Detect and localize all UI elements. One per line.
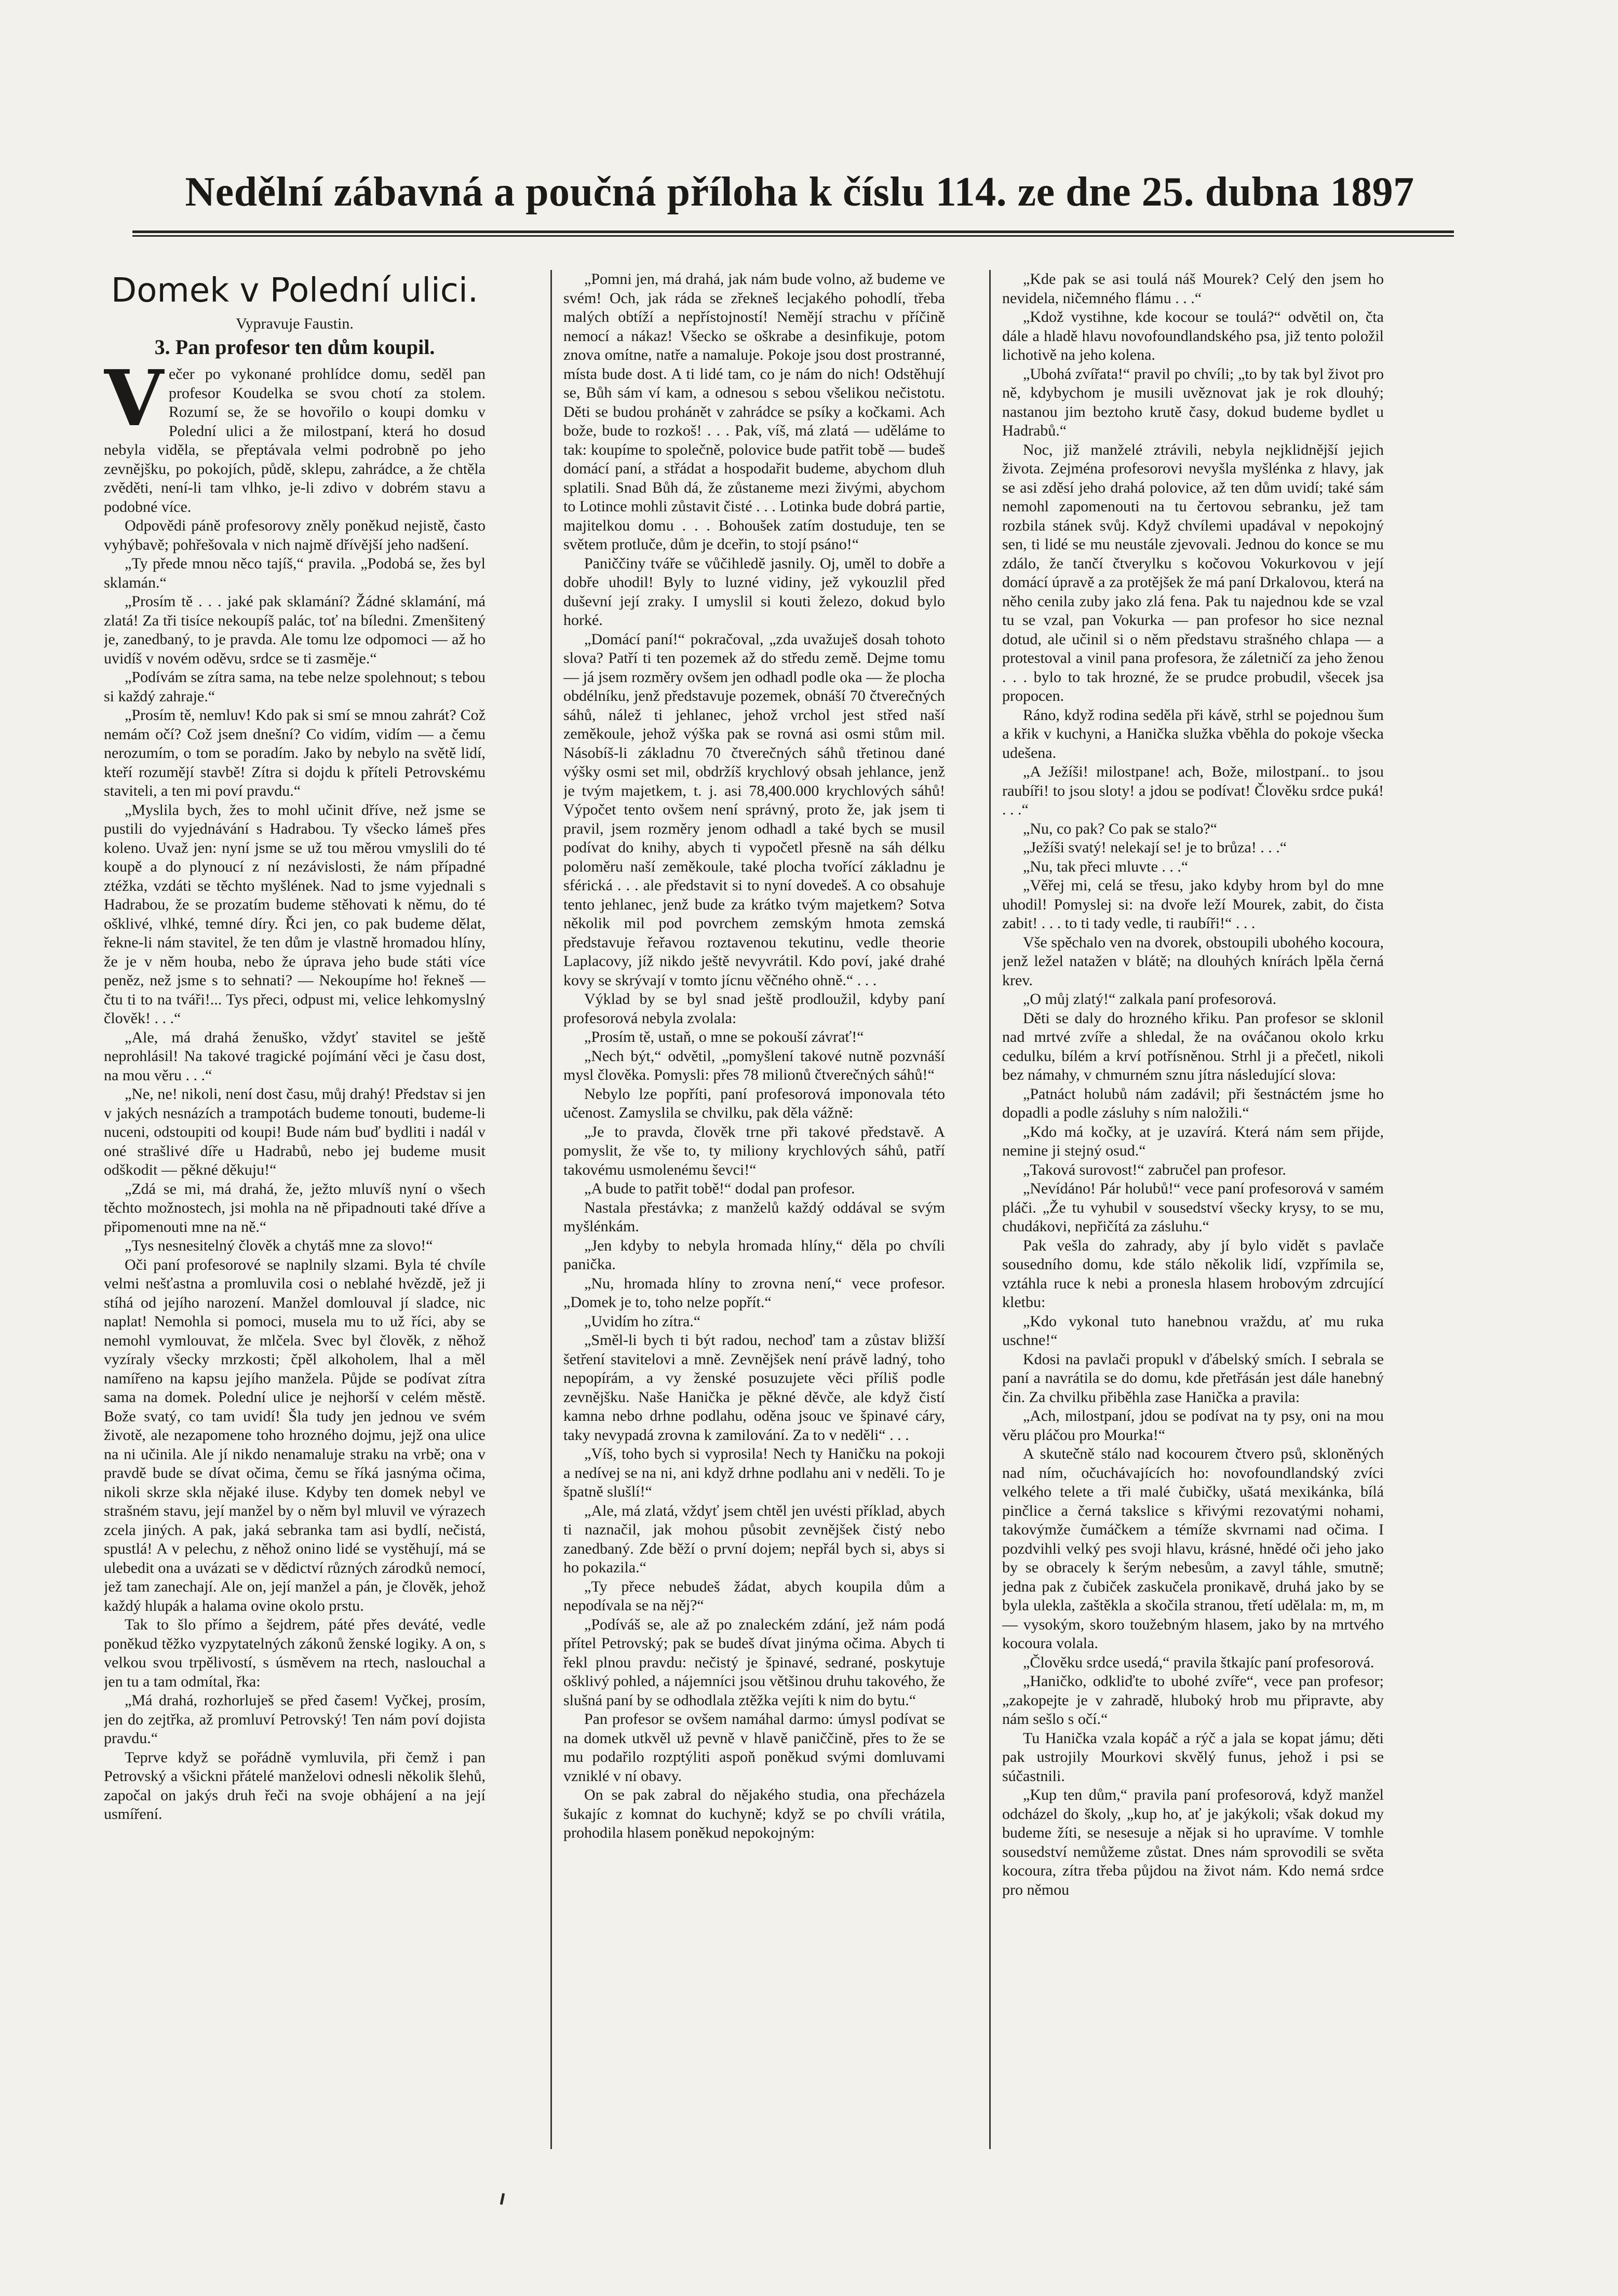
paragraph: „A bude to patřit tobě!“ dodal pan profesor.	[584, 1180, 855, 1197]
column-2	[563, 270, 945, 2159]
paragraph: „Kdo vykonal tuto hanebnou vraždu, ať mu ruka uschne!“	[1002, 1312, 1384, 1349]
paragraph: Nebylo lze popříti, paní profesorová imponovala této učenost. Zamyslila se chvilku, pak děla vážně:	[563, 1085, 945, 1121]
story-title: Domek v Polední ulici.	[111, 271, 479, 310]
column-3-text	[1002, 270, 1384, 1899]
paragraph: Kdosi na pavlači propukl v ďábelský smích. I sebrala se paní a navrátila se do domu, kde přetřásán jest dále hanebný čin. Za chvilku přiběhla zase Hanička a pravila:	[1002, 1350, 1384, 1406]
paragraph: „Podívám se zítra sama, na tebe nelze spolehnout; s tebou si každý zahraje.“	[104, 669, 486, 705]
paragraph: Odpovědi páně profesorovy zněly poněkud nejistě, často vyhýbavě; pohřešovala v nich najmě dřívější jeho nadšení.	[104, 517, 486, 553]
paragraph: „Haničko, odkliďte to ubohé zvíře“, vece pan profesor; „zakopejte je v zahradě, hluboký hrob mu připravte, aby nám sešlo s očí.“	[1002, 1673, 1384, 1728]
paragraph: „Tys nesnesitelný člověk a chytáš mne za slovo!“	[125, 1237, 433, 1254]
paragraph: „Je to pravda, člověk trne při takové představě. A pomyslit, že vše to, ty miliony krychlových sáhů, patří takovému usmolenému ševci!“	[563, 1123, 945, 1178]
paragraph: Tu Hanička vzala kopáč a rýč a jala se kopat jámu; děti pak ustrojily Mourkovi skvělý funus, jehož i psi se súčastnili.	[1002, 1729, 1384, 1785]
paragraph: „Zdá se mi, má drahá, že, ježto mluvíš nyní o všech těchto možnostech, jsi mohla na ně připadnouti také dříve a připomenouti mne na ně.“	[104, 1180, 486, 1235]
paragraph: „Směl-li bych ti být radou, nechoď tam a zůstav bližší šetření stavitelovi a mně. Zevnějšek není právě ladný, toho nepopírám, a vy ženské posuzujete věci příliš podle zevnějšku. Naše Hanička je pěkné děvče, ale když čistí kamna nebo drhne podlahu, oděna jsouc ve špinavé cáry, taky nevypadá zrovna k zamilování. Za to v neděli“ . . .	[563, 1332, 945, 1444]
paragraph: Pak vešla do zahrady, aby jí bylo vidět s pavlače sousedního domu, kde stálo několik lidí, vzpřímila se, vztáhla ruce k nebi a pronesla hlasem hrobovým zdrcující kletbu:	[1002, 1237, 1384, 1311]
paragraph: „Ježíši svatý! nelekají se! je to brůza! . . .“	[1023, 839, 1287, 856]
column-divider	[550, 270, 552, 2149]
paragraph: „Domácí paní!“ pokračoval, „zda uvažuješ dosah tohoto slova? Patří ti ten pozemek až do středu země. Dejme tomu — já jsem rozměry ovšem jen odhadl podle oka — že plocha obdélníku, jenž představuje pozemek, obnáší 70 čtverečných sáhů, nálež ti jehlanec, jehož vrchol jest střed naší zeměkoule, jehož výška pak se rovná asi osmi stům mil. Násobíš-li základnu 70 čtverečných sáhů třetinou dané výšky osmi set mil, obdržíš krychlový obsah jehlance, jenž je tvým majetkem, t. j. asi 78,400.000 krychlových sáhů! Výpočet tento ovšem není správný, proto že, jak jsem ti pravil, jsem rozměry jenom odhadl a také bych se musil podívat do knihy, abych ti vypočetl přesně na sáh délku poloměru naší zeměkoule, také plocha tvořící základnu je sférická . . . ale představit si to nyní dovedeš. A co obsahuje tento jehlanec, jenž bude za krátko tvým majetkem? Sotva několik mil pod povrchem zemským hmota zemská představuje řeřavou roztavenou tekutinu, vedle theorie Laplacovy, jíž nikdo ještě nevyvrátil. Kdo poví, jaké drahé kovy se skrývají v tomto jícnu věčného ohně.“ . . .	[563, 630, 945, 989]
paragraph: On se pak zabral do nějakého studia, ona přecházela šukajíc z komnat do kuchyně; když se po chvíli vrátila, prohodila hlasem poněkud nepokojným:	[563, 1786, 945, 1841]
paragraph: „Nech být,“ odvětil, „pomyšlení takové nutně pozvnáší mysl člověka. Pomysli: přes 78 milionů čtverečných sáhů!“	[563, 1047, 945, 1083]
paragraph: Výklad by se byl snad ještě prodloužil, kdyby paní profesorová nebyla zvolala:	[563, 990, 945, 1027]
header-rule-thin	[132, 235, 1454, 237]
print-mark	[500, 2193, 505, 2205]
paragraph: „Nu, tak přeci mluvte . . .“	[1023, 858, 1189, 875]
header-rule	[132, 230, 1454, 233]
paragraph: „Kde pak se asi toulá náš Mourek? Celý den jsem ho nevidela, ničemného flámu . . .“	[1002, 270, 1384, 307]
paragraph: „Ale, má drahá ženuško, vždyť stavitel se ještě neprohlásil! Na takové tragické pojímání věci je času dost, na mou věru . . .“	[104, 1028, 486, 1084]
paragraph: „A Ježíši! milostpane! ach, Bože, milostpaní.. to jsou raubíři! to jsou sloty! a jdou se podívat! Člověku srdce puká! . . .“	[1002, 763, 1384, 818]
dropcap-initial: V	[104, 353, 164, 443]
paragraph: Ráno, když rodina seděla při kávě, strhl se pojednou šum a křik v kuchyni, a Hanička služka vběhla do pokoje všecka udešena.	[1002, 706, 1384, 762]
column-2-text	[563, 270, 945, 1843]
paragraph: Děti se daly do hrozného křiku. Pan profesor se sklonil nad mrtvé zvíře a shledal, že na ováčanou okolo krku cedulku, bílém a krví potřísněnou. Strhl ji a přečetl, nikoli bez námahy, v chmurném sznu jítra následující slova:	[1002, 1009, 1384, 1083]
paragraph: „Prosím tě, ustaň, o mne se pokouší závrať!“	[584, 1028, 864, 1045]
paragraph: „Prosím tě, nemluv! Kdo pak si smí se mnou zahrát? Což nemám očí? Což jsem dnešní? Co vidím, vidím — a čemu nerozumím, o tom se poradím. Jako by nebylo na světě lidí, kteří rozumějí stavbě! Zítra si dojdu k příteli Petrovskému staviteli, a ten mi poví pravdu.“	[104, 707, 486, 799]
paragraph: Nastala přestávka; z manželů každý oddával se svým myšlénkám.	[563, 1199, 945, 1235]
paragraph: „O můj zlatý!“ zalkala paní profesorová.	[1023, 990, 1277, 1008]
column-divider	[989, 270, 991, 2149]
paragraph: Paniččiny tváře se vůčihledě jasnily. Oj, uměl to dobře a dobře uhodil! Byly to luzné vidiny, jež vykouzlil před duševní její zraky. I umyslil si kouti železo, dokud bylo horké.	[563, 554, 945, 629]
paragraph: „Ubohá zvířata!“ pravil po chvíli; „to by tak byl život pro ně, kdybychom je musili uvěznovat jak je rok dlouhý; nastanou jim beztoho krutě časy, dokud budeme bydlet u Hadrabů.“	[1002, 365, 1384, 439]
paragraph: Vše spěchalo ven na dvorek, obstoupili ubohého kocoura, jenž ležel natažen v blátě; na dlouhých knírách lpěla černá krev.	[1002, 933, 1384, 989]
paragraph: „Kdož vystihne, kde kocour se toulá?“ odvětil on, čta dále a hladě hlavu novofoundlandského psa, již tento položil lichotivě na jeho kolena.	[1002, 308, 1384, 363]
paragraph: „Nu, co pak? Co pak se stalo?“	[1023, 820, 1218, 837]
paragraph: Pan profesor se ovšem namáhal darmo: úmysl podívat se na domek utkvěl už pevně v hlavě paniččině, přes to že se mu podařilo rozptýliti aspoň poněkud svými domluvami vzniklé v ní obavy.	[563, 1710, 945, 1785]
paragraph: „Ach, milostpaní, jdou se podívat na ty psy, oni na mou věru pláčou pro Mourka!“	[1002, 1407, 1384, 1444]
column-3	[1002, 270, 1384, 2159]
column-1	[104, 270, 486, 2159]
paragraph: „Věřej mi, celá se třesu, jako kdyby hrom byl do mne uhodil! Pomyslej si: na dvoře leží Mourek, zabit, do čista zabit! . . . to ti tady vedle, ti raubíři!“ . . .	[1002, 877, 1384, 932]
paragraph: „Ty přede mnou něco tajíš,“ pravila. „Podobá se, žes byl sklamán.“	[104, 555, 486, 591]
paragraph: „Člověku srdce usedá,“ pravila štkajíc paní profesorová.	[1023, 1653, 1374, 1671]
paragraph: „Kup ten dům,“ pravila paní profesorová, když manžel odcházel do školy, „kup ho, ať je jakýkoli; však dokud my budeme žíti, se nesesuje a nějak si ho upravíme. V tomhle sousedství nemůžeme zůstat. Dnes nám sprovodili se světa kocoura, zítra třeba půjdou na život nám. Kdo nemá srdce pro němou	[1002, 1786, 1384, 1898]
column-1-text	[104, 353, 486, 1824]
paragraph: „Nu, hromada hlíny to zrovna není,“ vece profesor. „Domek je to, toho nelze popřít.“	[563, 1274, 945, 1311]
paragraph: „Myslila bych, žes to mohl učinit dříve, než jsme se pustili do vyjednávání s Hadrabou. Ty všecko lámeš přes koleno. Uvaž jen: nyní jsme se už tou měrou vmyslili do té koupě a do plynoucí z ní nezávislosti, že nám případné ztéžka, vzdáti se těchto myšlének. Nad to jsme vyjednali s Hadrabou, že se prozatím budeme stěhovati k němu, do té ošklivé, vlhké, temné díry. Řci jen, co pak budeme dělat, řekne-li nám stavitel, že ten dům je vlastně hromadou hlíny, že je v něm houba, nebo že úprava jeho bude státi více peněz, než jsme s to sehnati? — Nekoupíme ho! řekneš — čtu ti to na tváři!... Tys přeci, odpust mi, velice lehkomyslný člověk! . . .“	[104, 801, 486, 1027]
paragraph: „Ne, ne! nikoli, není dost času, můj drahý! Představ si jen v jakých nesnázích a trampotách budeme tonouti, budeme-li nuceni, odstoupiti od koupi! Bude nám buď bydliti i nadál v oné strašlivé díře u Hadrabů, nebo jej budeme musit odškodit — pěkné děkuju!“	[104, 1085, 486, 1178]
page-header-title: Nedělní zábavná a poučná příloha k číslu 114. ze dne 25. dubna 1897	[185, 169, 1414, 215]
paragraph: „Nevídáno! Pár holubů!“ vece paní profesorová v samém pláči. „Že tu vyhubil v sousedství všecky krysy, to se mu, chudákovi, nepřičítá za zásluhu.“	[1002, 1180, 1384, 1235]
paragraph: „Podíváš se, ale až po znaleckém zdání, jež nám podá přítel Petrovský; pak se budeš dívat jinýma očima. Abych ti řekl plnou pravdu: nečistý je špinavé, sedrané, poskytuje ošklivý pohled, a nájemníci jsou většinou druhu takového, že slušná paní by se odhodlala ztěžka vejíti k nim do bytu.“	[563, 1615, 945, 1709]
paragraph: „Ale, má zlatá, vždyť jsem chtěl jen uvésti příklad, abych ti naznačil, jak mohou působit zevnějšek čistý nebo zanedbaný. Zde běží o první dojem; nepřál bych si, abys si ho pokazila.“	[563, 1502, 945, 1576]
paragraph: „Víš, toho bych si vyprosila! Nech ty Haničku na pokoji a nedívej se na ni, ani když drhne podlahu ani v neděli. To je špatně slušlí!“	[563, 1445, 945, 1500]
paragraph: „Jen kdyby to nebyla hromada hlíny,“ děla po chvíli panička.	[563, 1237, 945, 1273]
paragraph: „Ty přece nebudeš žádat, abych koupila dům a nepodívala se na něj?“	[563, 1578, 945, 1614]
paragraph: Teprve když se pořádně vymluvila, při čemž i pan Petrovský a všickni přátelé manželovi odnesli několik šlehů, započal on jakýs druh řeči na svoje obhájení a na její usmíření.	[104, 1748, 486, 1823]
story-byline: Vypravuje Faustin.	[236, 315, 354, 332]
paragraph: „Patnáct holubů nám zadávil; při šestnáctém jsme ho dopadli a podle zásluhy s ním naložili.“	[1002, 1085, 1384, 1121]
paragraph: Oči paní profesorové se naplnily slzami. Byla té chvíle velmi nešťastna a promluvila cosi o neblahé hvězdě, jež ji stíhá od jejího narození. Manžel domlouval jí sladce, nic naplat! Nemohla si pomoci, musela mu to už říci, aby se nemohl vymlouvat, že mlčela. Svec byl člověk, z něhož vyzíraly všecky mrzkosti; čpěl alkoholem, lhal a měl namířeno na kapsu jejího manžela. Půjde se podívat zítra sama na domek. Polední ulice je nejhorší v celém městě. Bože svatý, co tam uvidí! Šla tudy jen jednou ve svém životě, ale nezapomene toho hrozného dojmu, jejž ona ulice na ni učinila. Ale jí nikdo nenamaluje straku na vrbě; ona v pravdě bude se dívat očima, čemu se říká jasnýma očima, nikoli skrze skla nějaké iluse. Kdyby ten domek nebyl ve strašném stavu, její manžel by o něm byl mluvil ve výrazech zcela jiných. A pak, jaká sebranka tam asi bydlí, nečistá, spustlá! A v pelechu, z něhož onino lidé se vystěhují, má se ulebedit ona a uvázati se v dědictví různých zárodků nemocí, jež tam zanechají. Ale on, její manžel a pán, je člověk, jehož každý hlupák a halama ovine okolo prstu.	[104, 1256, 486, 1614]
paragraph: „Pomni jen, má drahá, jak nám bude volno, až budeme ve svém! Och, jak ráda se zřekneš lecjakého pohodlí, třeba malých obtíží a nepřístojností! Nemějí strachu v příčině nemocí a nákaz! Všecko se oškrabe a desinfikuje, potom znova omítne, natře a namaluje. Pokoje jsou dost prostranné, místa bude dost. A ti lidé tam, co je nám do nich! Odstěhují se, Bůh sám ví kam, a odnesou s sebou všelikou nečistotu. Děti se budou prohánět v zahrádce se psíky a kočkami. Ach bože, bude to rozkoš! . . . Pak, víš, má zlatá — uděláme to tak: koupíme to společně, polovice bude patřit tobě — budeš domácí paní, a střádat a hospodařit budeme, abychom dluh splatili. Snad Bůh dá, že zůstaneme mezi živými, abychom to Lotince mohli zůstavit čisté . . . Lotinka bude dobrá partie, majitelkou domu . . . Bohoušek zatím dostuduje, ten se světem protluče, dům je dceřin, to stojí psáno!“	[563, 270, 945, 553]
paragraph: „Kdo má kočky, at je uzavírá. Která nám sem přijde, nemine ji stejný osud.“	[1002, 1123, 1384, 1159]
paragraph: ečer po vykonané prohlídce domu, seděl pan profesor Koudelka se svou chotí za stolem. Rozumí se, že se hovořilo o koupi domku v Polední ulici a že milostpaní, která ho dosud nebyla viděla, se přeptávala velmi podrobně po jeho zevnějšku, po pokojích, půdě, sklepu, zahrádce, a že chtěla zvěděti, není-li tam vlhko, je-li zdivo v dobrém stavu a podobné více.	[104, 365, 486, 515]
chapter-heading: 3. Pan profesor ten dům koupil.	[154, 335, 435, 359]
paragraph: „Uvidím ho zítra.“	[584, 1312, 701, 1330]
paragraph: A skutečně stálo nad kocourem čtvero psů, skloněných nad ním, očuchávajících ho: novofoundlandský zvíci velkého telete a tři malé čubičky, ušatá mexikánka, bílá pinčlice a černá takslice s křivými rezovatými nohami, takovýmže čumáčkem a témíže skvrnami nad očima. I pozdvihli velký pes svoji hlavu, krásné, hnědé oči jeho jako by se obracely k šerým nebesům, a zavyl táhle, smutně; jedna pak z čubiček zaskučela pronikavě, druhá jako by se byla ulekla, zaštěkla a skočila stranou, třetí udělala: m, m, m — vysokým, skoro toužebným hlasem, jako by na mrtvého kocoura volala.	[1002, 1445, 1384, 1652]
paragraph: „Taková surovost!“ zabručel pan profesor.	[1023, 1161, 1286, 1178]
paragraph: Tak to šlo přímo a šejdrem, páté přes deváté, vedle poněkud těžko vyzpytatelných zákonů ženské logiky. A on, s velkou svou trpělivostí, s úsměvem na rtech, naslouchal a jen tu a tam odmítal, řka:	[104, 1616, 486, 1690]
paragraph: „Má drahá, rozhorluješ se před časem! Vyčkej, prosím, jen do zejtřka, až promluví Petrovský! Ten nám poví dojista pravdu.“	[104, 1692, 486, 1747]
paragraph: „Prosím tě . . . jaké pak sklamání? Žádné sklamání, má zlatá! Za tři tisíce nekoupíš palác, toť na bíledni. Zmenšitený je, zanedbaný, to je pravda. Ale tomu lze odpomoci — až ho uvidíš v novém oděvu, srdce se ti zasměje.“	[104, 593, 486, 667]
paragraph: Noc, již manželé ztrávili, nebyla nejklidnější jejich života. Zejména profesorovi nevyšla myšlénka z hlavy, jak se asi zděsí jeho drahá polovice, až ten dům uvidí; také sám nemohl zapomenouti na tu čertovou sebranku, jež tam rozbila stánek svůj. Když chvílemi upadával v nepokojný sen, ti lidé se mu neustále zjevovali. Jednou do konce se mu zdálo, že tančí čtverylku s kočovou Vokurkovou v její domácí úpravě a za protějšek že má paní Drkalovou, která na něho cenila zuby jako zlá fena. Pak tu najednou kde se vzal tu se vzal, pan Vokurka — pan profesor ho sice neznal dotud, ale učinil si o něm představu strašného chlapa — a protestoval a vinil pana profesora, že záletničí za jeho ženou . . . bylo to tak hrozné, že se prudce probudil, všecek jsa propocen.	[1002, 441, 1384, 704]
